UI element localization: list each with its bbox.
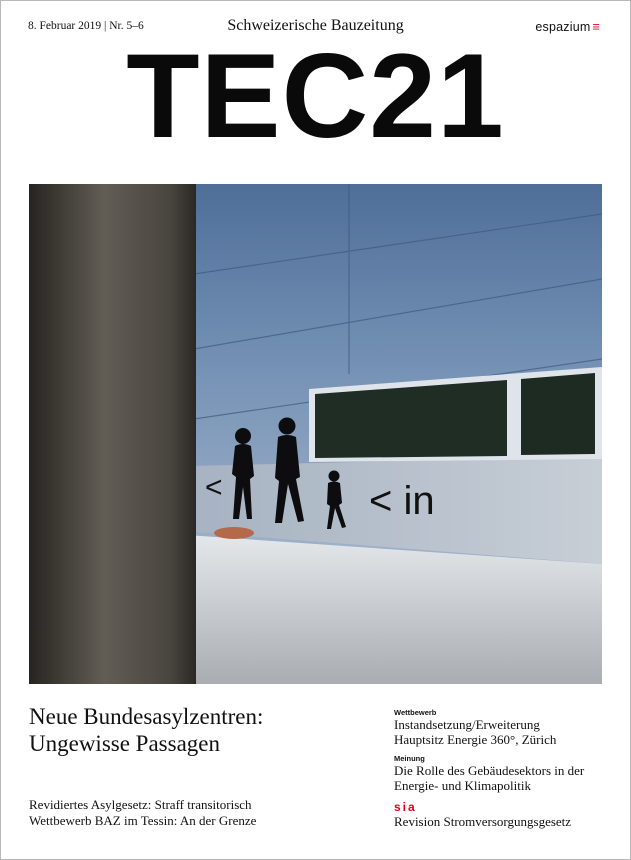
window-right — [521, 373, 595, 455]
teaser-meinung — [394, 754, 624, 793]
subheadline-item: Revidiertes Asylgesetz: Straff transitorisch — [29, 797, 252, 812]
teaser-line: Instandsetzung/Erweiterung — [394, 717, 540, 732]
headline-line-1: Neue Bundesasylzentren: — [29, 704, 264, 729]
cover-subheadlines — [29, 797, 256, 829]
teaser-wettbewerb — [394, 708, 624, 747]
issue-date: 8. Februar 2019 | Nr. 5–6 — [28, 20, 144, 32]
cover-headline — [29, 703, 369, 757]
cover-photo — [29, 184, 602, 684]
teaser-line: Die Rolle des Gebäudesektors in der — [394, 763, 585, 778]
manhole-cover — [214, 527, 254, 539]
sia-logo: sia — [394, 800, 417, 814]
publisher-name: espazium — [535, 20, 591, 34]
masthead-title: TEC21 — [126, 29, 505, 163]
teaser-line: Hauptsitz Energie 360°, Zürich — [394, 732, 557, 747]
publisher-logo — [535, 20, 600, 34]
publisher-mark-icon: ≡ — [592, 20, 600, 34]
signage-arrow-small: < — [205, 471, 223, 504]
teaser-kicker: Meinung — [394, 754, 425, 763]
teaser-column — [394, 708, 624, 829]
magazine-subtitle: Schweizerische Bauzeitung — [227, 17, 404, 34]
headline-line-2: Ungewisse Passagen — [29, 731, 220, 756]
teaser-sia — [394, 800, 624, 829]
teaser-line: Revision Stromversorgungsgesetz — [394, 814, 572, 829]
signage-in: < in — [369, 479, 435, 523]
teaser-line: Energie- und Klimapolitik — [394, 778, 531, 793]
teaser-kicker: Wettbewerb — [394, 708, 437, 717]
subheadline-item: Wettbewerb BAZ im Tessin: An der Grenze — [29, 813, 257, 828]
